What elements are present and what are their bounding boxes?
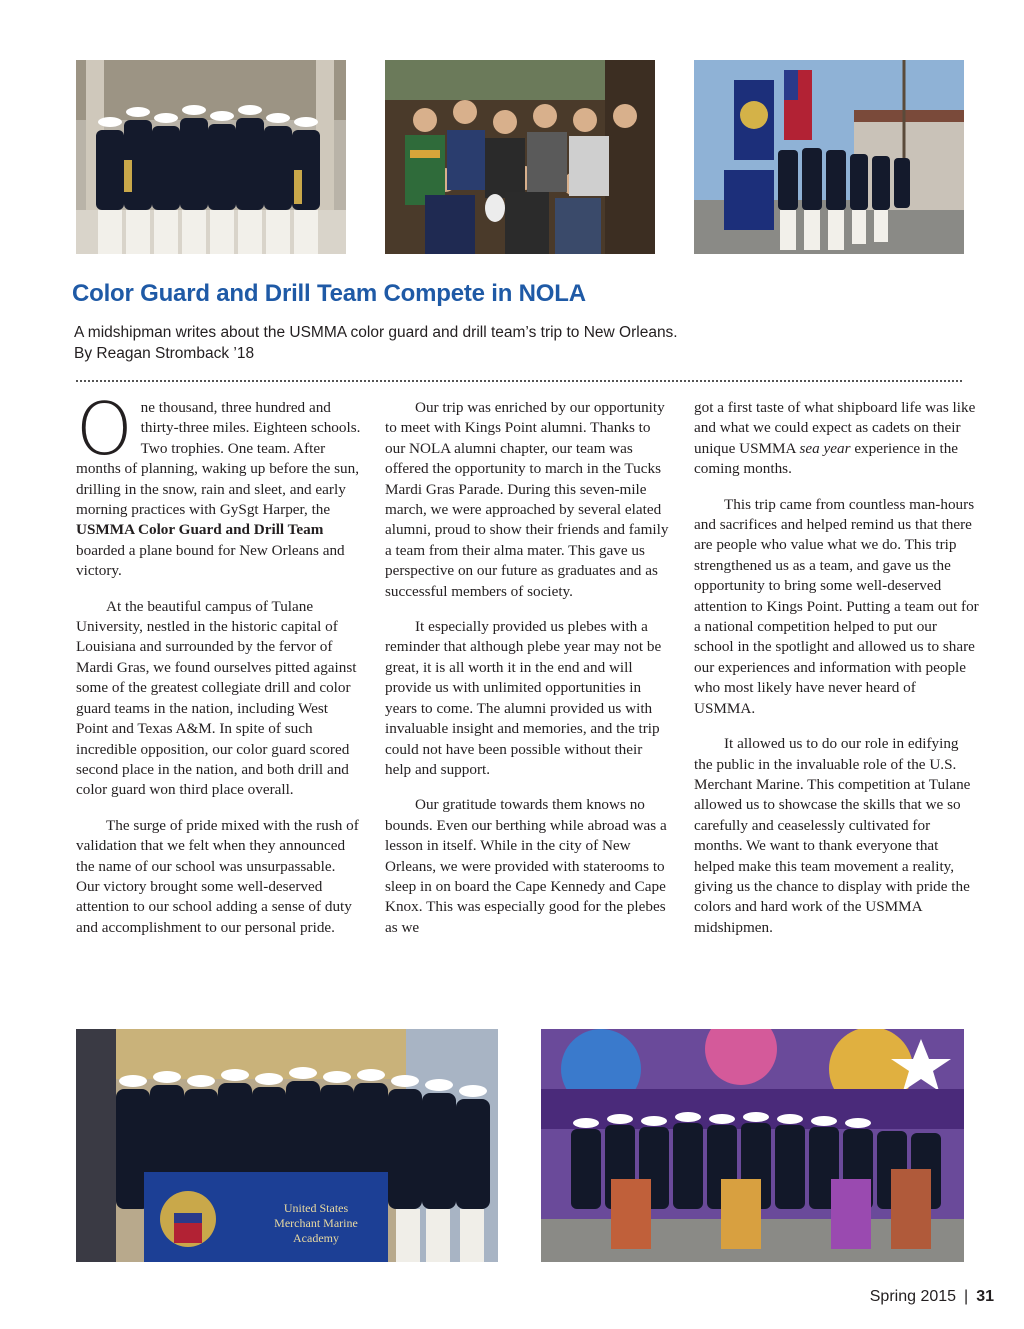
drop-cap: O (76, 387, 133, 471)
paragraph: Our gratitude towards them knows no bounds. Even our berthing while abroad was a lesson in itself. While in the city of New Orleans, we were provided with staterooms to sleep in on board the Cape Kennedy and Cape Knox. This was especially good for the plebes as we (385, 796, 667, 936)
paragraph: At the beautiful campus of Tulane University, nestled in the historic capital of Louisiana and surrounded by the fervor of Mardi Gras, we found ourselves pitted against some of the greatest collegiate drill and color guard teams in the nation, including West Point and Texas A&M. In spite of such incredible opposition, our color guard scored second place in the nation, and both drill and color guard won third place overall. (76, 597, 357, 799)
article-column-1 (76, 387, 361, 953)
paragraph-text: ne thousand, three hundred and thirty-three miles. Eighteen schools. Two trophies. One team. After months of planning, waking up before the sun, drilling in the snow, rain and sleet, and early morning practices with GySgt Harper, the (76, 399, 361, 519)
photo-team-with-mardi-gras-float (541, 1029, 964, 1262)
paragraph (76, 387, 361, 582)
article-dek (74, 322, 678, 364)
banner-line: Academy (293, 1231, 339, 1245)
paragraph: It especially provided us plebes with a reminder that although plebe year may not be great, it is all worth it in the end and will provide us with unlimited opportunities in years to come. The alumni provided us with invaluable insight and memories, and the trip could not have been possible without their help and support. (385, 618, 662, 778)
paragraph: This trip came from countless man-hours and sacrifices and helped remind us that there are people who value what we do. This trip strengthened us as a team, and gave us the opportunity to bring some well-deserved attention to Kings Point. Putting a team out for a national competition helped to put our school in the spotlight and allowed us to share our experiences and information with people who most likely have never heard of USMMA. (694, 495, 979, 717)
paragraph-text: got a first taste of what shipboard life was like and what we could expect as cadets on their unique USMMA (694, 399, 976, 457)
photo-team-with-banner (76, 1029, 498, 1262)
article-headline: Color Guard and Drill Team Compete in NOLA (72, 280, 586, 307)
issue-label: Spring 2015 (869, 1288, 957, 1305)
paragraph-text: experience in the coming months. (694, 439, 959, 478)
paragraph (694, 398, 979, 480)
paragraph: The surge of pride mixed with the rush of validation that we felt when they announced the name of our school was unsurpassable. Our victory brought some well-deserved attention to our school adding a sense of duty and accomplishment to our personal pride. (76, 816, 359, 936)
photo-team-on-steps (76, 60, 346, 254)
page-number: 31 (976, 1288, 994, 1305)
paragraph-text: boarded a plane bound for New Orleans and victory. (76, 541, 345, 580)
article-column-3 (694, 398, 979, 953)
article-column-2 (385, 398, 670, 953)
banner-line: United States (283, 1201, 349, 1215)
dotted-divider (76, 380, 962, 382)
page-footer (870, 1288, 994, 1306)
photo-group-at-restaurant (385, 60, 655, 254)
paragraph: It allowed us to do our role in edifying the public in the invaluable role of the U.S. Merchant Marine. This competition at Tulane allowed us to showcase the skills that we so carefully and ceaselessly cultivated for months. We want to thank everyone that helped make this team movement a reality, giving us the chance to display with pride the colors and hard work of the USMMA midshipmen. (694, 735, 971, 936)
banner-line: Merchant Marine (274, 1216, 358, 1230)
photo-parade-flags (694, 60, 964, 254)
dek-text: A midshipman writes about the USMMA color guard and drill team’s trip to New Orleans. (74, 324, 678, 341)
folio-separator: | (964, 1288, 969, 1305)
paragraph: Our trip was enriched by our opportunity to meet with Kings Point alumni. Thanks to our NOLA alumni chapter, our team was offered the opportunity to march in the Tucks Mardi Gras Parade. During this seven-mile march, we were approached by several elated alumni, proud to show their friends and family a team from their alma mater. This gave us perspective on our future as graduates and as successful members of society. (385, 399, 669, 600)
team-name-bold: USMMA Color Guard and Drill Team (76, 521, 324, 539)
byline: By Reagan Stromback ’18 (74, 345, 255, 362)
academy-banner-text (246, 1201, 386, 1246)
sea-year-italic: sea year (799, 439, 851, 457)
